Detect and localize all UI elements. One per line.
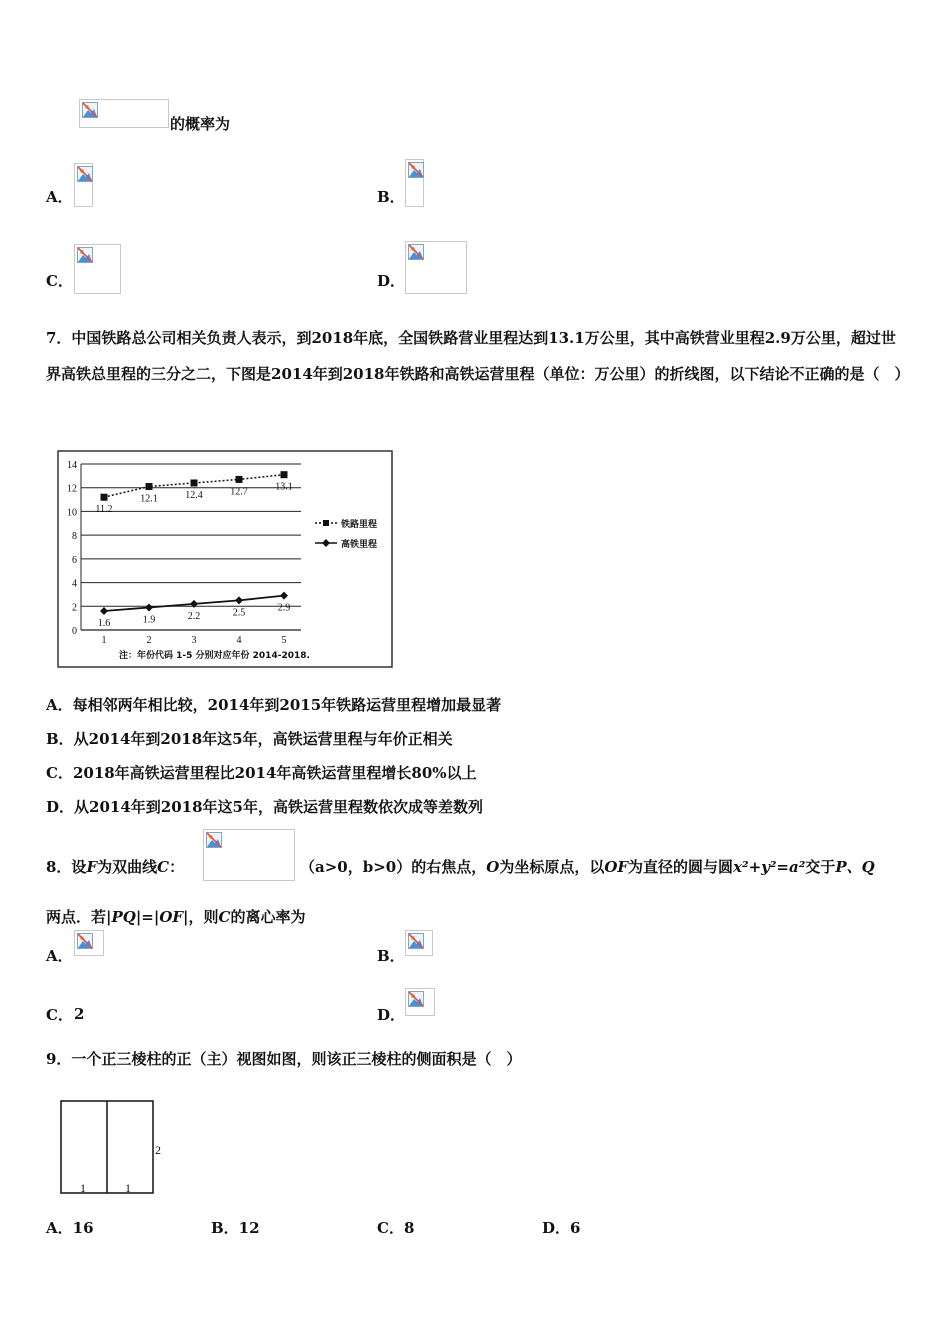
q7-question-text: 7．中国铁路总公司相关负责人表示，到2018年底，全国铁路营业里程达到13.1万公里，其中高铁营业里程2.9万公里，超过世界高铁总里程的三分之二，下图是2014年到2018年铁路和高铁运营里程（单位：万公里）的折线图，以下结论不正确的是（ ）: [46, 329, 910, 383]
q7-option-c: C．2018年高铁运营里程比2014年高铁运营里程增长80%以上: [46, 764, 477, 782]
broken-image-icon: [77, 247, 93, 263]
x-tick-label: 5: [281, 635, 287, 646]
y-tick-label: 12: [67, 483, 77, 495]
chart-note: 注：年份代码 1-5 分别对应年份 2014-2018.: [119, 651, 310, 661]
q9-option-d: D．6: [542, 1219, 581, 1237]
broken-image-icon: [77, 166, 93, 182]
q8-option-d-label: D．: [377, 1006, 406, 1024]
q7-option-b: B．从2014年到2018年这5年，高铁运营里程与年价正相关: [46, 730, 453, 748]
q6-option-c-image: [74, 244, 121, 294]
broken-image-icon: [408, 162, 424, 178]
x-tick-label: 1: [101, 635, 107, 646]
railway-point: [191, 479, 198, 486]
broken-image-icon: [408, 991, 424, 1007]
width-label-2: 1: [125, 1181, 131, 1195]
q6-option-b-label: B．: [377, 188, 405, 206]
high-speed-data-label: 1.9: [142, 614, 156, 626]
railway-point: [146, 483, 153, 490]
y-tick-label: 2: [72, 602, 77, 614]
q6-option-b-image: [405, 159, 424, 207]
q9-option-a: A．16: [46, 1219, 94, 1237]
x-tick-label: 4: [236, 635, 242, 646]
broken-image-icon: [408, 933, 424, 949]
y-tick-label: 0: [72, 626, 77, 637]
q9-option-c: C．8: [377, 1219, 415, 1237]
q9-question-text: 9．一个正三棱柱的正（主）视图如图，则该正三棱柱的侧面积是（ ）: [46, 1050, 522, 1068]
railway-data-label: 13.1: [275, 481, 293, 493]
high-speed-data-label: 2.2: [187, 610, 201, 622]
railway-point: [101, 494, 108, 501]
width-label-1: 1: [80, 1181, 86, 1195]
legend-railway: 铁路里程: [341, 520, 378, 530]
y-tick-label: 6: [72, 554, 77, 566]
railway-data-label: 12.4: [185, 489, 203, 501]
railway-data-label: 11.2: [95, 504, 113, 516]
q8-option-d-image: [405, 988, 435, 1016]
q8-option-a-label: A．: [46, 947, 73, 965]
high-speed-data-label: 2.9: [277, 602, 291, 614]
railway-data-label: 12.7: [230, 486, 248, 498]
y-tick-label: 14: [67, 460, 77, 471]
railway-data-label: 12.1: [140, 493, 158, 505]
q8-line1-start: 8．设F为双曲线C：: [46, 858, 185, 876]
legend-high-speed: 高铁里程: [341, 540, 378, 550]
formula-image-placeholder: [79, 99, 169, 128]
q9-option-b: B．12: [211, 1219, 260, 1237]
broken-image-icon: [77, 933, 93, 949]
railway-line-chart: [57, 450, 393, 668]
y-tick-label: 10: [67, 507, 77, 519]
q7-option-d: D．从2014年到2018年这5年，高铁运营里程数依次成等差数列: [46, 798, 483, 816]
q7-option-a: A．每相邻两年相比较，2014年到2015年铁路运营里程增加最显著: [46, 696, 502, 714]
x-tick-label: 2: [146, 635, 152, 646]
q8-option-b-label: B．: [377, 947, 405, 965]
railway-point: [236, 476, 243, 483]
q8-option-c-text: 2: [74, 1005, 85, 1023]
q8-option-b-image: [405, 930, 433, 956]
q8-line2: 两点．若|PQ|=|OF|，则C的离心率为: [46, 908, 306, 926]
y-tick-label: 8: [72, 531, 77, 543]
broken-image-icon: [206, 832, 222, 848]
high-speed-data-label: 2.5: [232, 607, 246, 619]
broken-image-icon: [82, 102, 98, 118]
hyperbola-equation-image: [203, 829, 295, 881]
q6-tail-text: 的概率为: [170, 115, 231, 133]
q8-option-a-image: [74, 930, 104, 956]
height-label: 2: [155, 1143, 161, 1157]
high-speed-data-label: 1.6: [97, 618, 111, 630]
broken-image-icon: [408, 244, 424, 260]
railway-point: [281, 471, 288, 478]
q6-option-c-label: C．: [46, 272, 73, 290]
q6-option-d-label: D．: [377, 272, 406, 290]
x-tick-label: 3: [191, 635, 197, 646]
q8-line1-end: （a>0，b>0）的右焦点，O为坐标原点，以OF为直径的圆与圆x²+y²=a²交于P、Q: [300, 858, 875, 876]
q6-option-a-label: A．: [46, 188, 73, 206]
q6-option-d-image: [405, 241, 467, 294]
front-view-diagram: [46, 1095, 176, 1200]
q8-option-c-label: C．: [46, 1006, 73, 1024]
y-tick-label: 4: [72, 578, 77, 590]
q6-option-a-image: [74, 163, 93, 207]
